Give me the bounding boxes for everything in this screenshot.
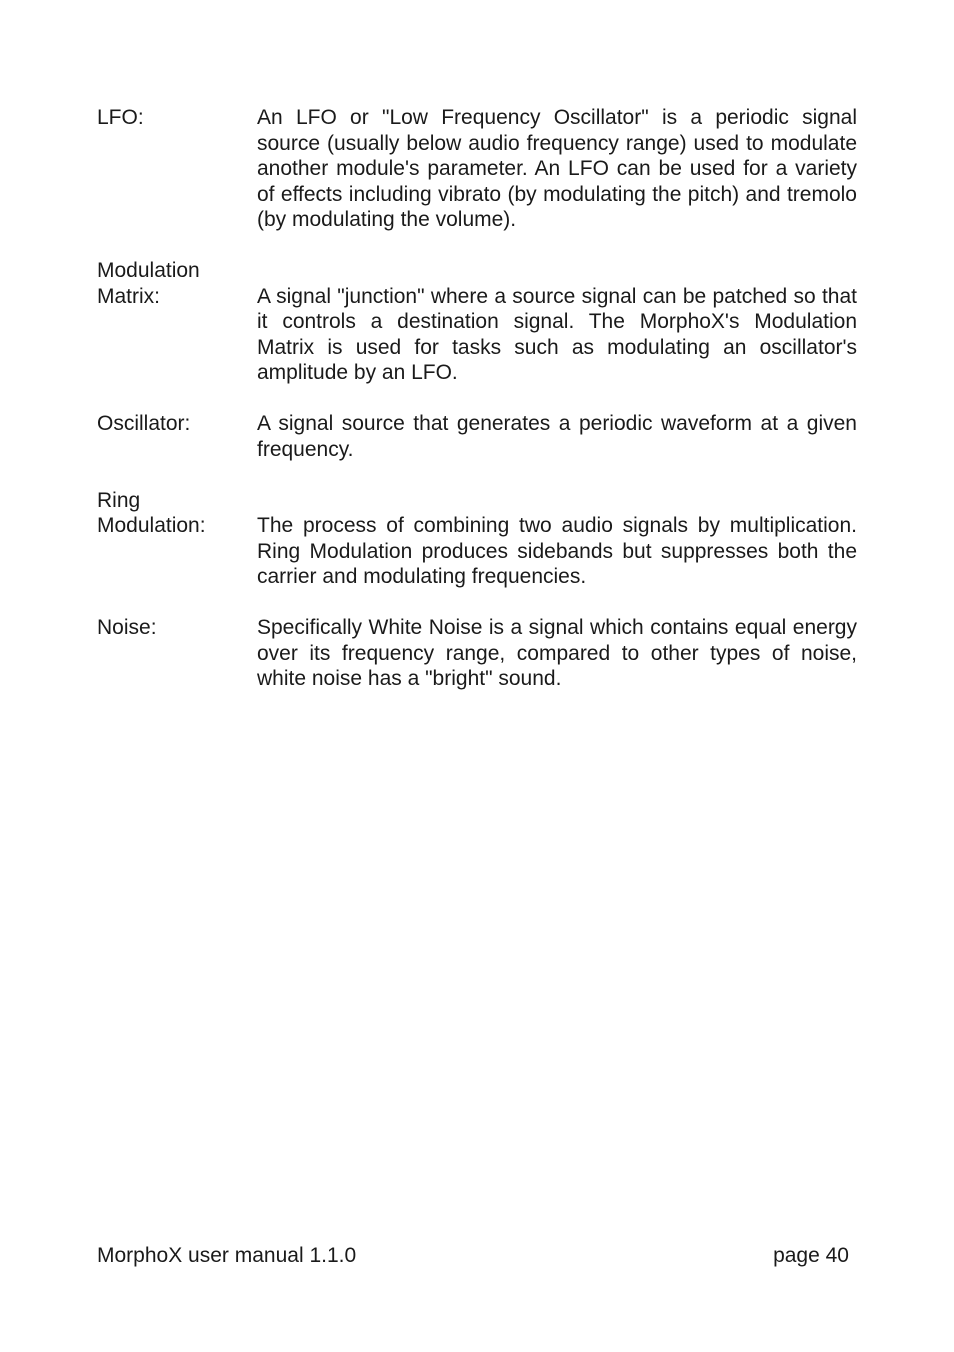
glossary-definition: Specifically White Noise is a signal which contains equal energy over its frequency range, compared to other types of noise, white noise has a "bright" sound. <box>257 616 857 690</box>
glossary-term: Oscillator: <box>97 412 191 435</box>
glossary-term: Noise: <box>97 616 157 639</box>
glossary-entry-ring-modulation <box>97 488 857 590</box>
manual-title: MorphoX user manual 1.1.0 <box>97 1244 357 1267</box>
page-footer <box>97 1243 849 1268</box>
glossary-entry-modulation-matrix <box>97 258 857 386</box>
glossary-definition: An LFO or "Low Frequency Oscillator" is a periodic signal source (usually below audio frequency range) used to modulate another module's parameter. An LFO can be used for a variety of effects including vibrato (by modulating the pitch) and tremolo (by modulating the volume). <box>257 106 857 231</box>
glossary-list <box>97 105 857 717</box>
glossary-entry-noise <box>97 615 857 692</box>
glossary-definition: A signal source that generates a periodic waveform at a given frequency. <box>257 412 857 461</box>
glossary-entry-oscillator <box>97 411 857 462</box>
glossary-term: LFO: <box>97 106 144 129</box>
glossary-definition: A signal "junction" where a source signal can be patched so that it controls a destination signal. The MorphoX's Modulation Matrix is used for tasks such as modulating an oscillator's amplitude by an LFO. <box>257 284 857 384</box>
page-number: page 40 <box>773 1244 849 1267</box>
glossary-term: Ring Modulation: <box>97 488 206 537</box>
glossary-definition: The process of combining two audio signals by multiplication. Ring Modulation produces sidebands but suppresses both the carrier and modulating frequencies. <box>257 514 857 588</box>
glossary-entry-lfo <box>97 105 857 233</box>
glossary-term: Modulation Matrix: <box>97 259 200 308</box>
